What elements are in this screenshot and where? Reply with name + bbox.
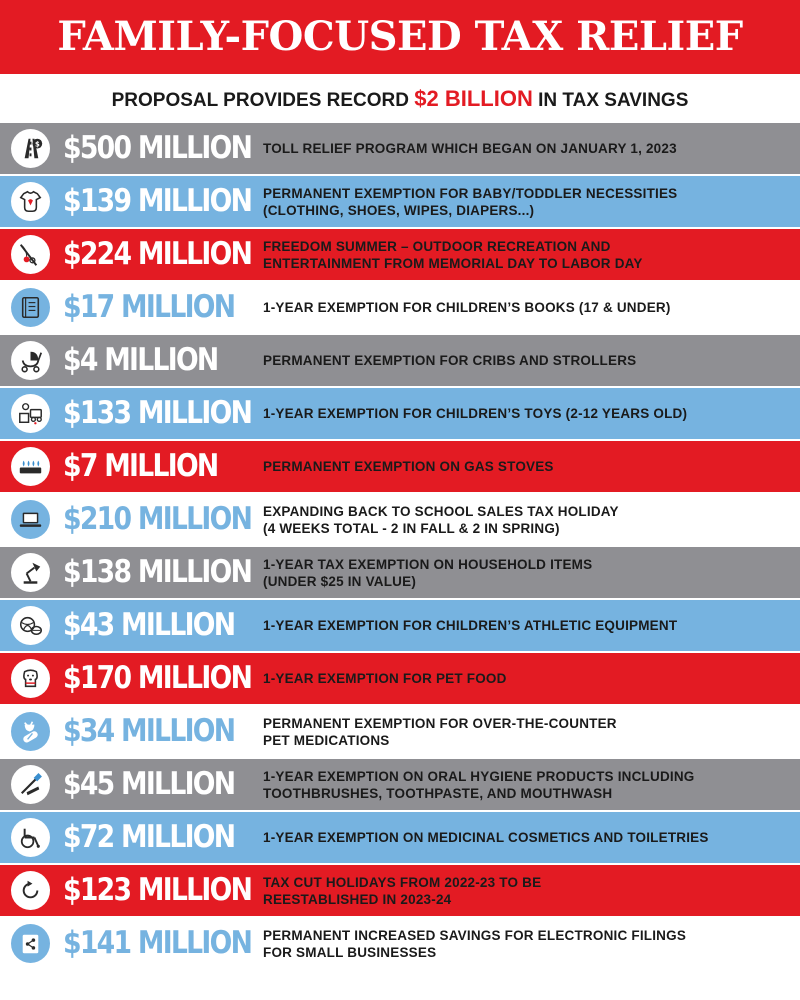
fishing-rod-icon [11, 235, 50, 274]
amount: $17 MILLION [63, 289, 235, 325]
toothbrush-icon [11, 765, 50, 804]
description [263, 282, 791, 333]
subtitle-highlight: $2 BILLION [414, 86, 533, 111]
amount: $123 MILLION [63, 872, 252, 908]
description [263, 176, 791, 227]
savings-row-cribs-strollers [0, 335, 800, 386]
dog-icon [11, 659, 50, 698]
description [263, 759, 791, 810]
description [263, 229, 791, 280]
amount: $34 MILLION [63, 713, 235, 749]
toll-road-icon [11, 129, 50, 168]
svg-text:$: $ [34, 140, 40, 149]
savings-row-athletic-equipment [0, 600, 800, 651]
description-line-1: 1-YEAR EXEMPTION FOR CHILDREN’S BOOKS (17 & UNDER) [263, 300, 671, 315]
description-line-1: 1-YEAR TAX EXEMPTION ON HOUSEHOLD ITEMS [263, 556, 593, 572]
savings-row-tax-cut-holidays [0, 865, 800, 916]
book-icon [11, 288, 50, 327]
savings-row-baby-necessities [0, 176, 800, 227]
description-line-1: TAX CUT HOLIDAYS FROM 2022-23 TO BE [263, 874, 542, 890]
amount: $170 MILLION [63, 660, 252, 696]
description-line-1: PERMANENT EXEMPTION FOR OVER-THE-COUNTER [263, 715, 617, 731]
page-title: FAMILY-FOCUSED TAX RELIEF [57, 13, 743, 60]
description-line-2: FOR SMALL BUSINESSES [263, 944, 437, 960]
amount: $224 MILLION [63, 236, 252, 272]
share-document-icon [11, 924, 50, 963]
savings-row-pet-medications [0, 706, 800, 757]
description [263, 706, 791, 757]
desk-lamp-icon [11, 553, 50, 592]
amount: $210 MILLION [63, 501, 252, 537]
savings-row-gas-stoves [0, 441, 800, 492]
description-line-2: (4 WEEKS TOTAL - 2 IN FALL & 2 IN SPRING) [263, 520, 560, 536]
amount: $141 MILLION [63, 925, 252, 961]
amount: $43 MILLION [63, 607, 235, 643]
savings-row-childrens-books [0, 282, 800, 333]
savings-row-pet-food [0, 653, 800, 704]
description-line-1: 1-YEAR EXEMPTION FOR CHILDREN’S ATHLETIC EQUIPMENT [263, 618, 678, 633]
savings-row-back-to-school [0, 494, 800, 545]
description-line-1: PERMANENT INCREASED SAVINGS FOR ELECTRONIC FILINGS [263, 927, 687, 943]
description-line-1: TOLL RELIEF PROGRAM WHICH BEGAN ON JANUARY 1, 2023 [263, 141, 677, 156]
description [263, 388, 791, 439]
pet-medication-icon [11, 712, 50, 751]
subtitle-after: IN TAX SAVINGS [538, 90, 689, 111]
laptop-icon [11, 500, 50, 539]
amount: $500 MILLION [63, 130, 252, 166]
description [263, 441, 791, 492]
description-line-2: PET MEDICATIONS [263, 732, 390, 748]
amount: $72 MILLION [63, 819, 235, 855]
amount: $138 MILLION [63, 554, 252, 590]
savings-row-electronic-filings [0, 918, 800, 969]
savings-row-freedom-summer [0, 229, 800, 280]
description [263, 494, 791, 545]
description-line-1: PERMANENT EXEMPTION ON GAS STOVES [263, 459, 554, 474]
savings-row-oral-hygiene [0, 759, 800, 810]
savings-row-medicinal-cosmetics [0, 812, 800, 863]
amount: $4 MILLION [63, 342, 218, 378]
description [263, 865, 791, 916]
subtitle-before: PROPOSAL PROVIDES RECORD [111, 90, 409, 111]
description [263, 812, 791, 863]
description [263, 600, 791, 651]
stroller-icon [11, 341, 50, 380]
description-line-2: REESTABLISHED IN 2023-24 [263, 891, 452, 907]
description-line-1: 1-YEAR EXEMPTION FOR CHILDREN’S TOYS (2-12 YEARS OLD) [263, 406, 688, 421]
description-line-1: PERMANENT EXEMPTION FOR CRIBS AND STROLLERS [263, 353, 637, 368]
description-line-1: 1-YEAR EXEMPTION ON MEDICINAL COSMETICS AND TOILETRIES [263, 830, 709, 845]
gas-stove-icon [11, 447, 50, 486]
description [263, 653, 791, 704]
description [263, 918, 791, 969]
amount: $139 MILLION [63, 183, 252, 219]
description-line-1: 1-YEAR EXEMPTION ON ORAL HYGIENE PRODUCTS INCLUDING [263, 768, 695, 784]
description-line-2: TOOTHBRUSHES, TOOTHPASTE, AND MOUTHWASH [263, 785, 613, 801]
wheelchair-icon [11, 818, 50, 857]
toys-icon [11, 394, 50, 433]
description-line-1: EXPANDING BACK TO SCHOOL SALES TAX HOLIDAY [263, 503, 619, 519]
description-line-2: ENTERTAINMENT FROM MEMORIAL DAY TO LABOR DAY [263, 255, 643, 271]
savings-row-household-items [0, 547, 800, 598]
description-line-2: (UNDER $25 IN VALUE) [263, 573, 417, 589]
sports-balls-icon [11, 606, 50, 645]
savings-row-toll-relief [0, 123, 800, 174]
description-line-1: FREEDOM SUMMER – OUTDOOR RECREATION AND [263, 238, 611, 254]
baby-onesie-icon [11, 182, 50, 221]
amount: $7 MILLION [63, 448, 218, 484]
description [263, 547, 791, 598]
description-line-1: PERMANENT EXEMPTION FOR BABY/TODDLER NECESSITIES [263, 185, 678, 201]
refresh-arrow-icon [11, 871, 50, 910]
description-line-1: 1-YEAR EXEMPTION FOR PET FOOD [263, 671, 507, 686]
description-line-2: (CLOTHING, SHOES, WIPES, DIAPERS...) [263, 202, 535, 218]
description [263, 123, 791, 174]
savings-row-childrens-toys [0, 388, 800, 439]
subtitle [0, 80, 800, 118]
description [263, 335, 791, 386]
amount: $45 MILLION [63, 766, 235, 802]
amount: $133 MILLION [63, 395, 252, 431]
